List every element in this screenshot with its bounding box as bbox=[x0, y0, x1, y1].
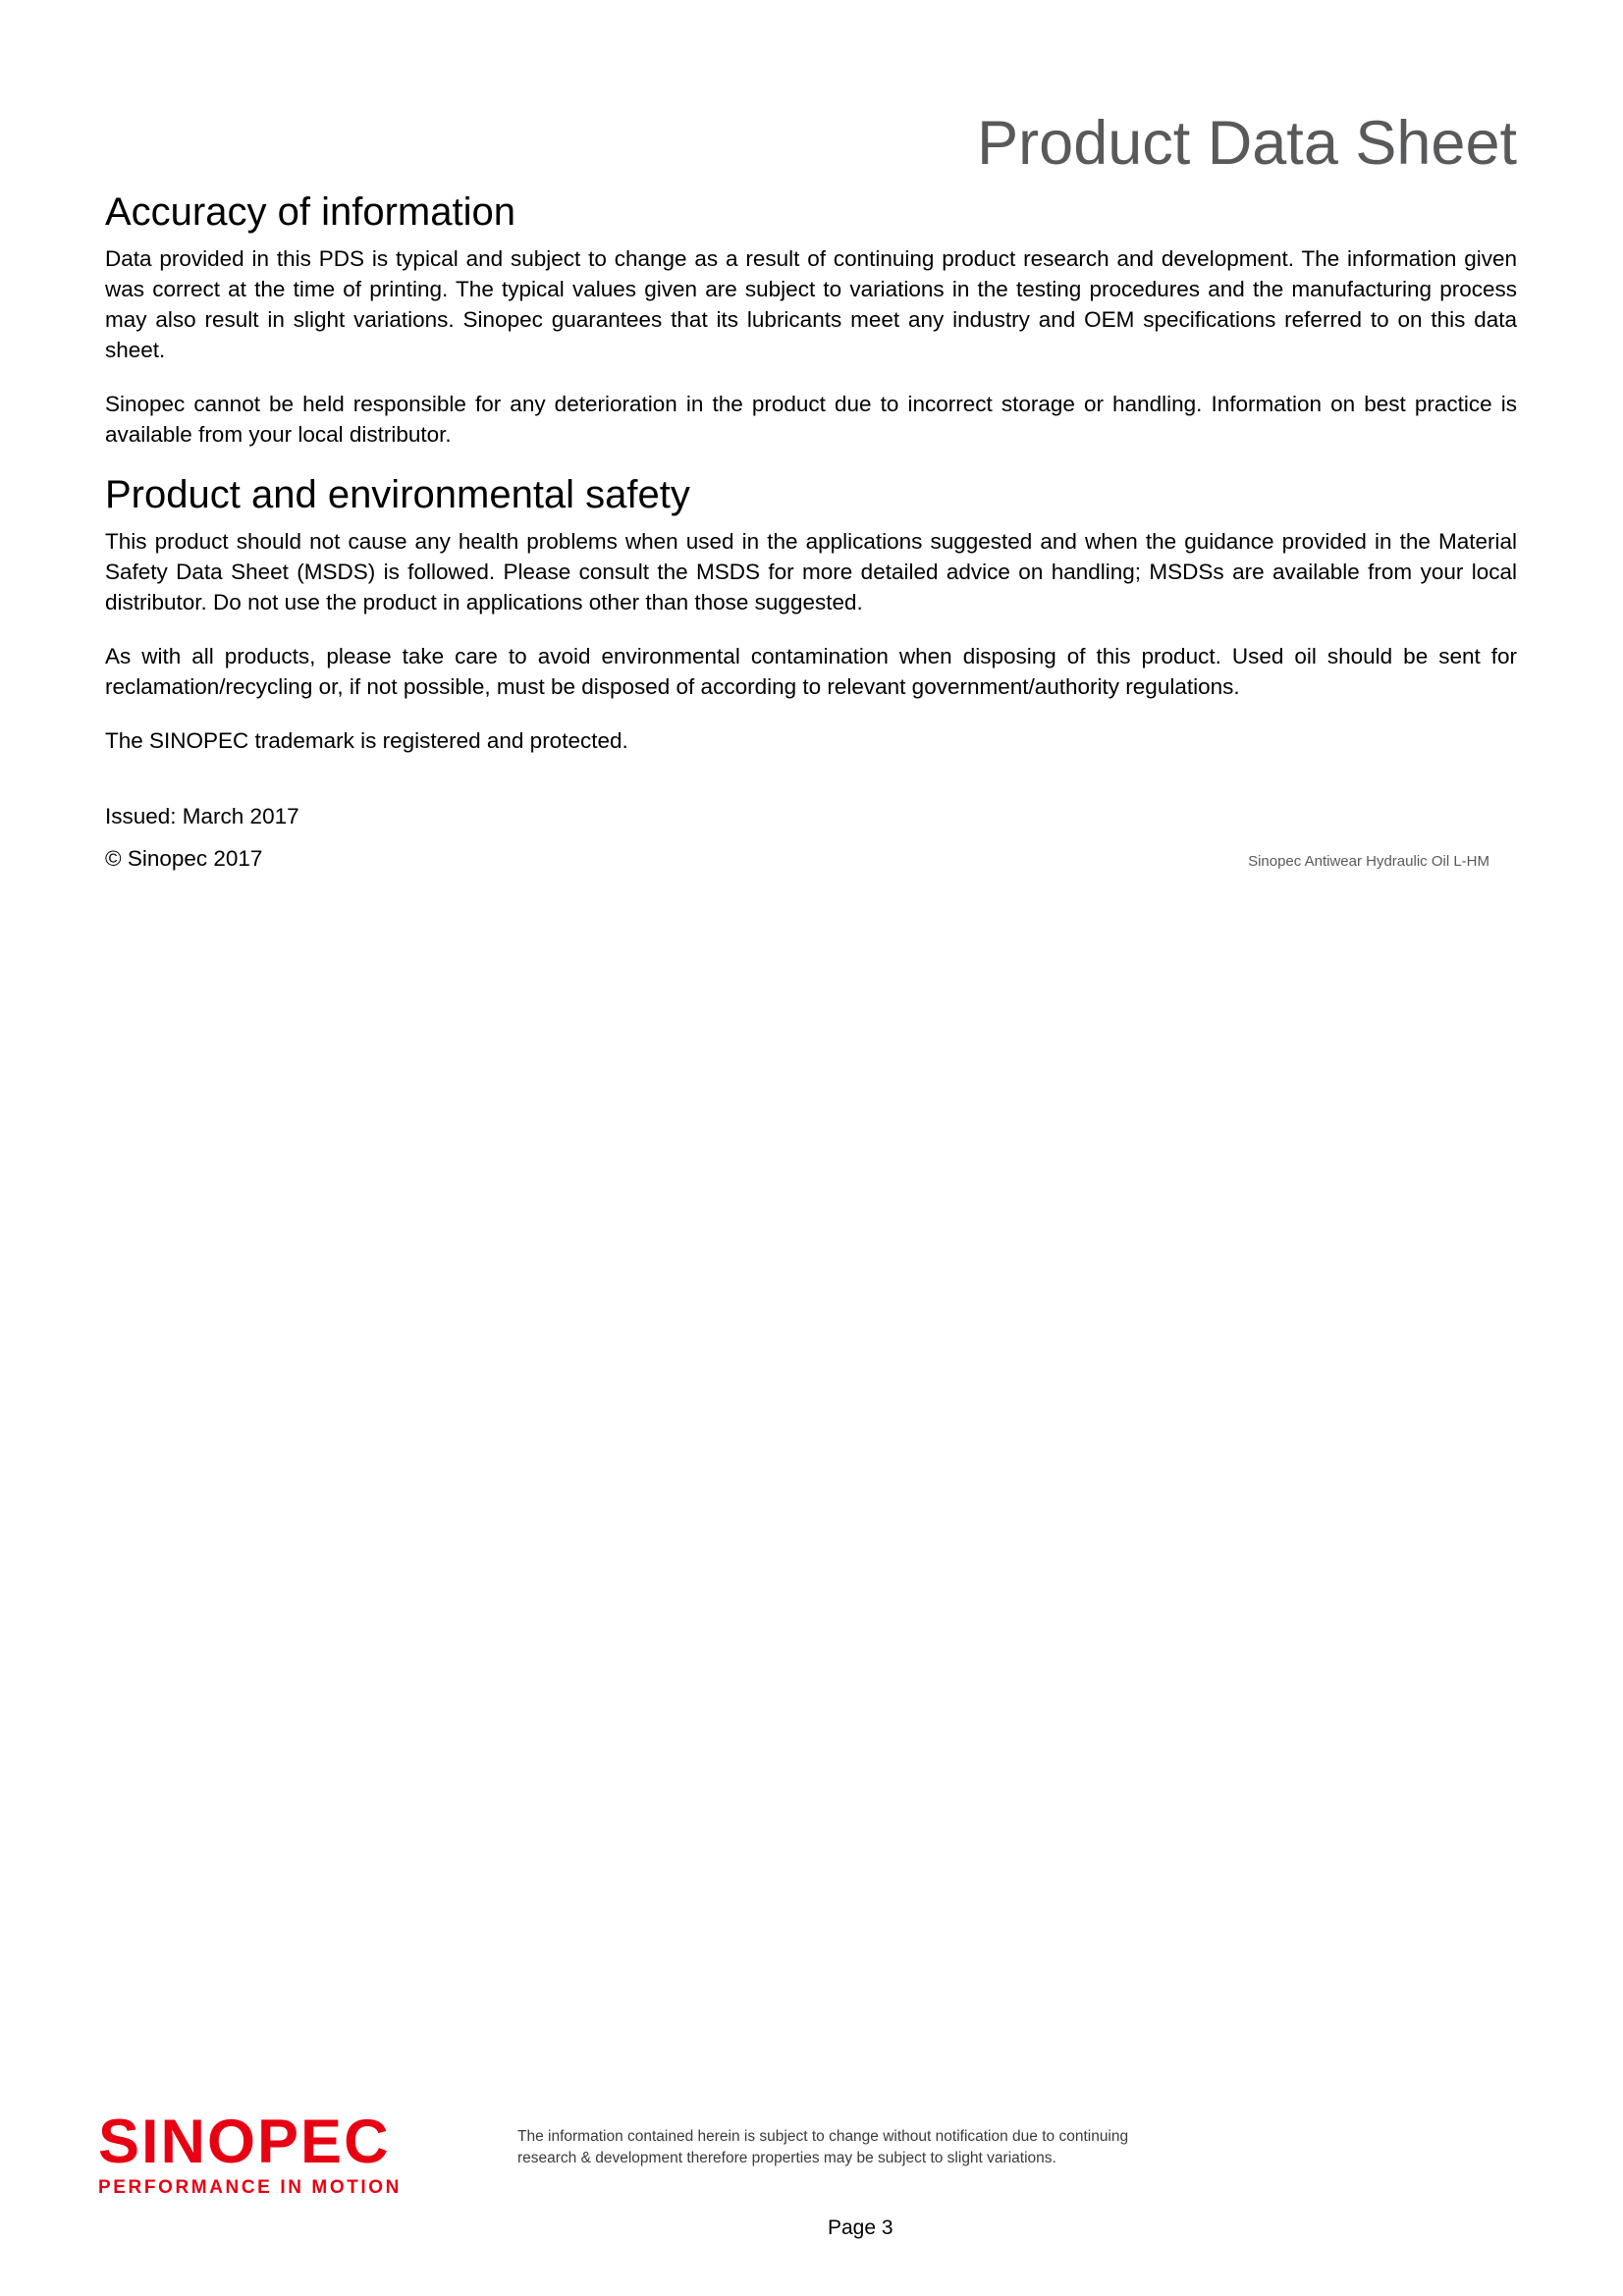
copyright-row bbox=[105, 843, 1517, 874]
accuracy-paragraph-1: Data provided in this PDS is typical and subject to change as a result of continuing product research and development. The information given was correct at the time of printing. The typical values given are subject to variations in the testing procedures and the manufacturing process may also result in slight variations. Sinopec guarantees that its lubricants meet any industry and OEM specifications referred to on this data sheet. bbox=[105, 246, 1517, 362]
page-number: Page 3 bbox=[828, 2216, 893, 2239]
accuracy-paragraph-2: Sinopec cannot be held responsible for any deterioration in the product due to incorrect storage or handling. Information on best practice is available from your local distributor. bbox=[105, 392, 1517, 447]
safety-paragraph-1: This product should not cause any health problems when used in the applications suggested and when the guidance provided in the Material Safety Data Sheet (MSDS) is followed. Please consult the MSDS for more detailed advice on handling; MSDSs are available from your local distributor. Do not use the product in applications other than those suggested. bbox=[105, 529, 1517, 614]
copyright-notice: © Sinopec 2017 bbox=[105, 846, 263, 871]
product-name-footnote: Sinopec Antiwear Hydraulic Oil L-HM bbox=[1248, 853, 1489, 870]
sinopec-logo-tagline: PERFORMANCE IN MOTION bbox=[98, 2177, 402, 2198]
page-footer bbox=[0, 2101, 1623, 2296]
section-heading-accuracy-of-information: Accuracy of information bbox=[105, 190, 515, 234]
sinopec-logo bbox=[98, 2108, 432, 2199]
safety-paragraph-2: As with all products, please take care to avoid environmental contamination when disposing of this product. Used oil should be sent for reclamation/recycling or, if not possible, must be disposed of according to relevant government/authority regulations. bbox=[105, 644, 1517, 699]
section-heading-product-environmental-safety: Product and environmental safety bbox=[105, 473, 690, 516]
sinopec-logo-wordmark: SINOPEC bbox=[98, 2108, 391, 2176]
trademark-statement: The SINOPEC trademark is registered and protected. bbox=[105, 728, 628, 753]
document-content bbox=[105, 110, 1517, 874]
issued-date: Issued: March 2017 bbox=[105, 804, 299, 828]
footer-disclaimer: The information contained herein is subject to change without notification due to continuing research & development therefore properties may be subject to slight variations. bbox=[517, 2128, 1129, 2166]
document-title: Product Data Sheet bbox=[977, 109, 1517, 178]
